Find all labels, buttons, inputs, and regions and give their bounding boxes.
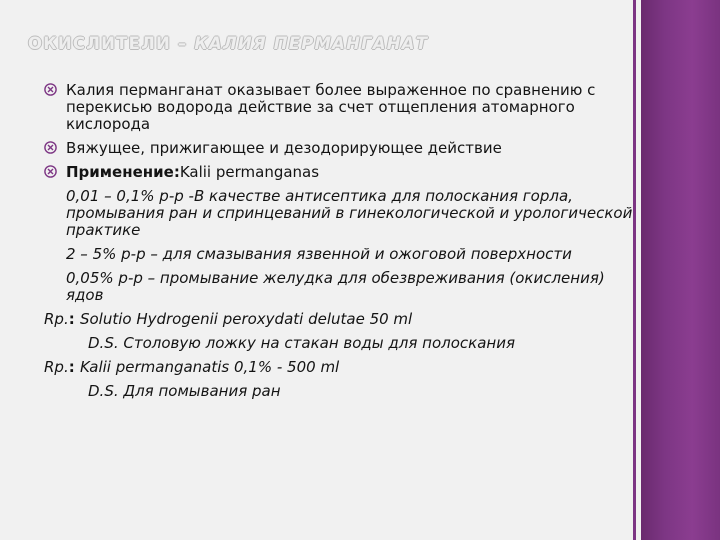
rp-label: Rp. bbox=[44, 358, 69, 376]
bullet-text: Калия перманганат оказывает более выраженное по сравнению с перекисью водорода действие за счет отщепления атомарного кислорода bbox=[66, 81, 596, 133]
recipe-line: Rp.: Solutio Hydrogenii peroxydati delutae 50 ml bbox=[44, 310, 413, 328]
rp-text: Kalii permanganatis 0,1% - 500 ml bbox=[79, 358, 340, 376]
slide-content bbox=[44, 82, 636, 400]
application-line: 0,01 – 0,1% р-р -В качестве антисептика для полоскания горла, промывания ран и спринцеваний в гинекологической и урологической практике bbox=[66, 187, 633, 239]
slide-title bbox=[28, 34, 428, 53]
title-part-1: ОКИСЛИТЕЛИ – bbox=[28, 34, 195, 53]
ds-line: D.S. Для помывания ран bbox=[88, 382, 281, 400]
rp-label: Rp. bbox=[44, 310, 69, 328]
bullet-item bbox=[44, 140, 636, 157]
bullet-label: Применение: bbox=[66, 163, 180, 181]
bullet-item bbox=[44, 82, 636, 133]
recipe-line: Rp.: Kalii permanganatis 0,1% - 500 ml bbox=[44, 358, 340, 376]
circled-cross-icon bbox=[44, 83, 57, 96]
application-line: 2 – 5% р-р – для смазывания язвенной и ожоговой поверхности bbox=[66, 245, 572, 263]
bullet-item bbox=[44, 164, 636, 181]
bullet-text: Вяжущее, прижигающее и дезодорирующее действие bbox=[66, 139, 502, 157]
bullet-text: Kalii permanganas bbox=[179, 163, 320, 181]
accent-band bbox=[641, 0, 720, 540]
ds-line: D.S. Столовую ложку на стакан воды для полоскания bbox=[88, 334, 515, 352]
application-line: 0,05% р-р – промывание желудка для обезвреживания (окисления) ядов bbox=[66, 269, 605, 304]
rp-text: Solutio Hydrogenii peroxydati delutae 50 ml bbox=[79, 310, 413, 328]
circled-cross-icon bbox=[44, 165, 57, 178]
circled-cross-icon bbox=[44, 141, 57, 154]
title-part-2: КАЛИЯ ПЕРМАНГАНАТ bbox=[194, 34, 429, 53]
